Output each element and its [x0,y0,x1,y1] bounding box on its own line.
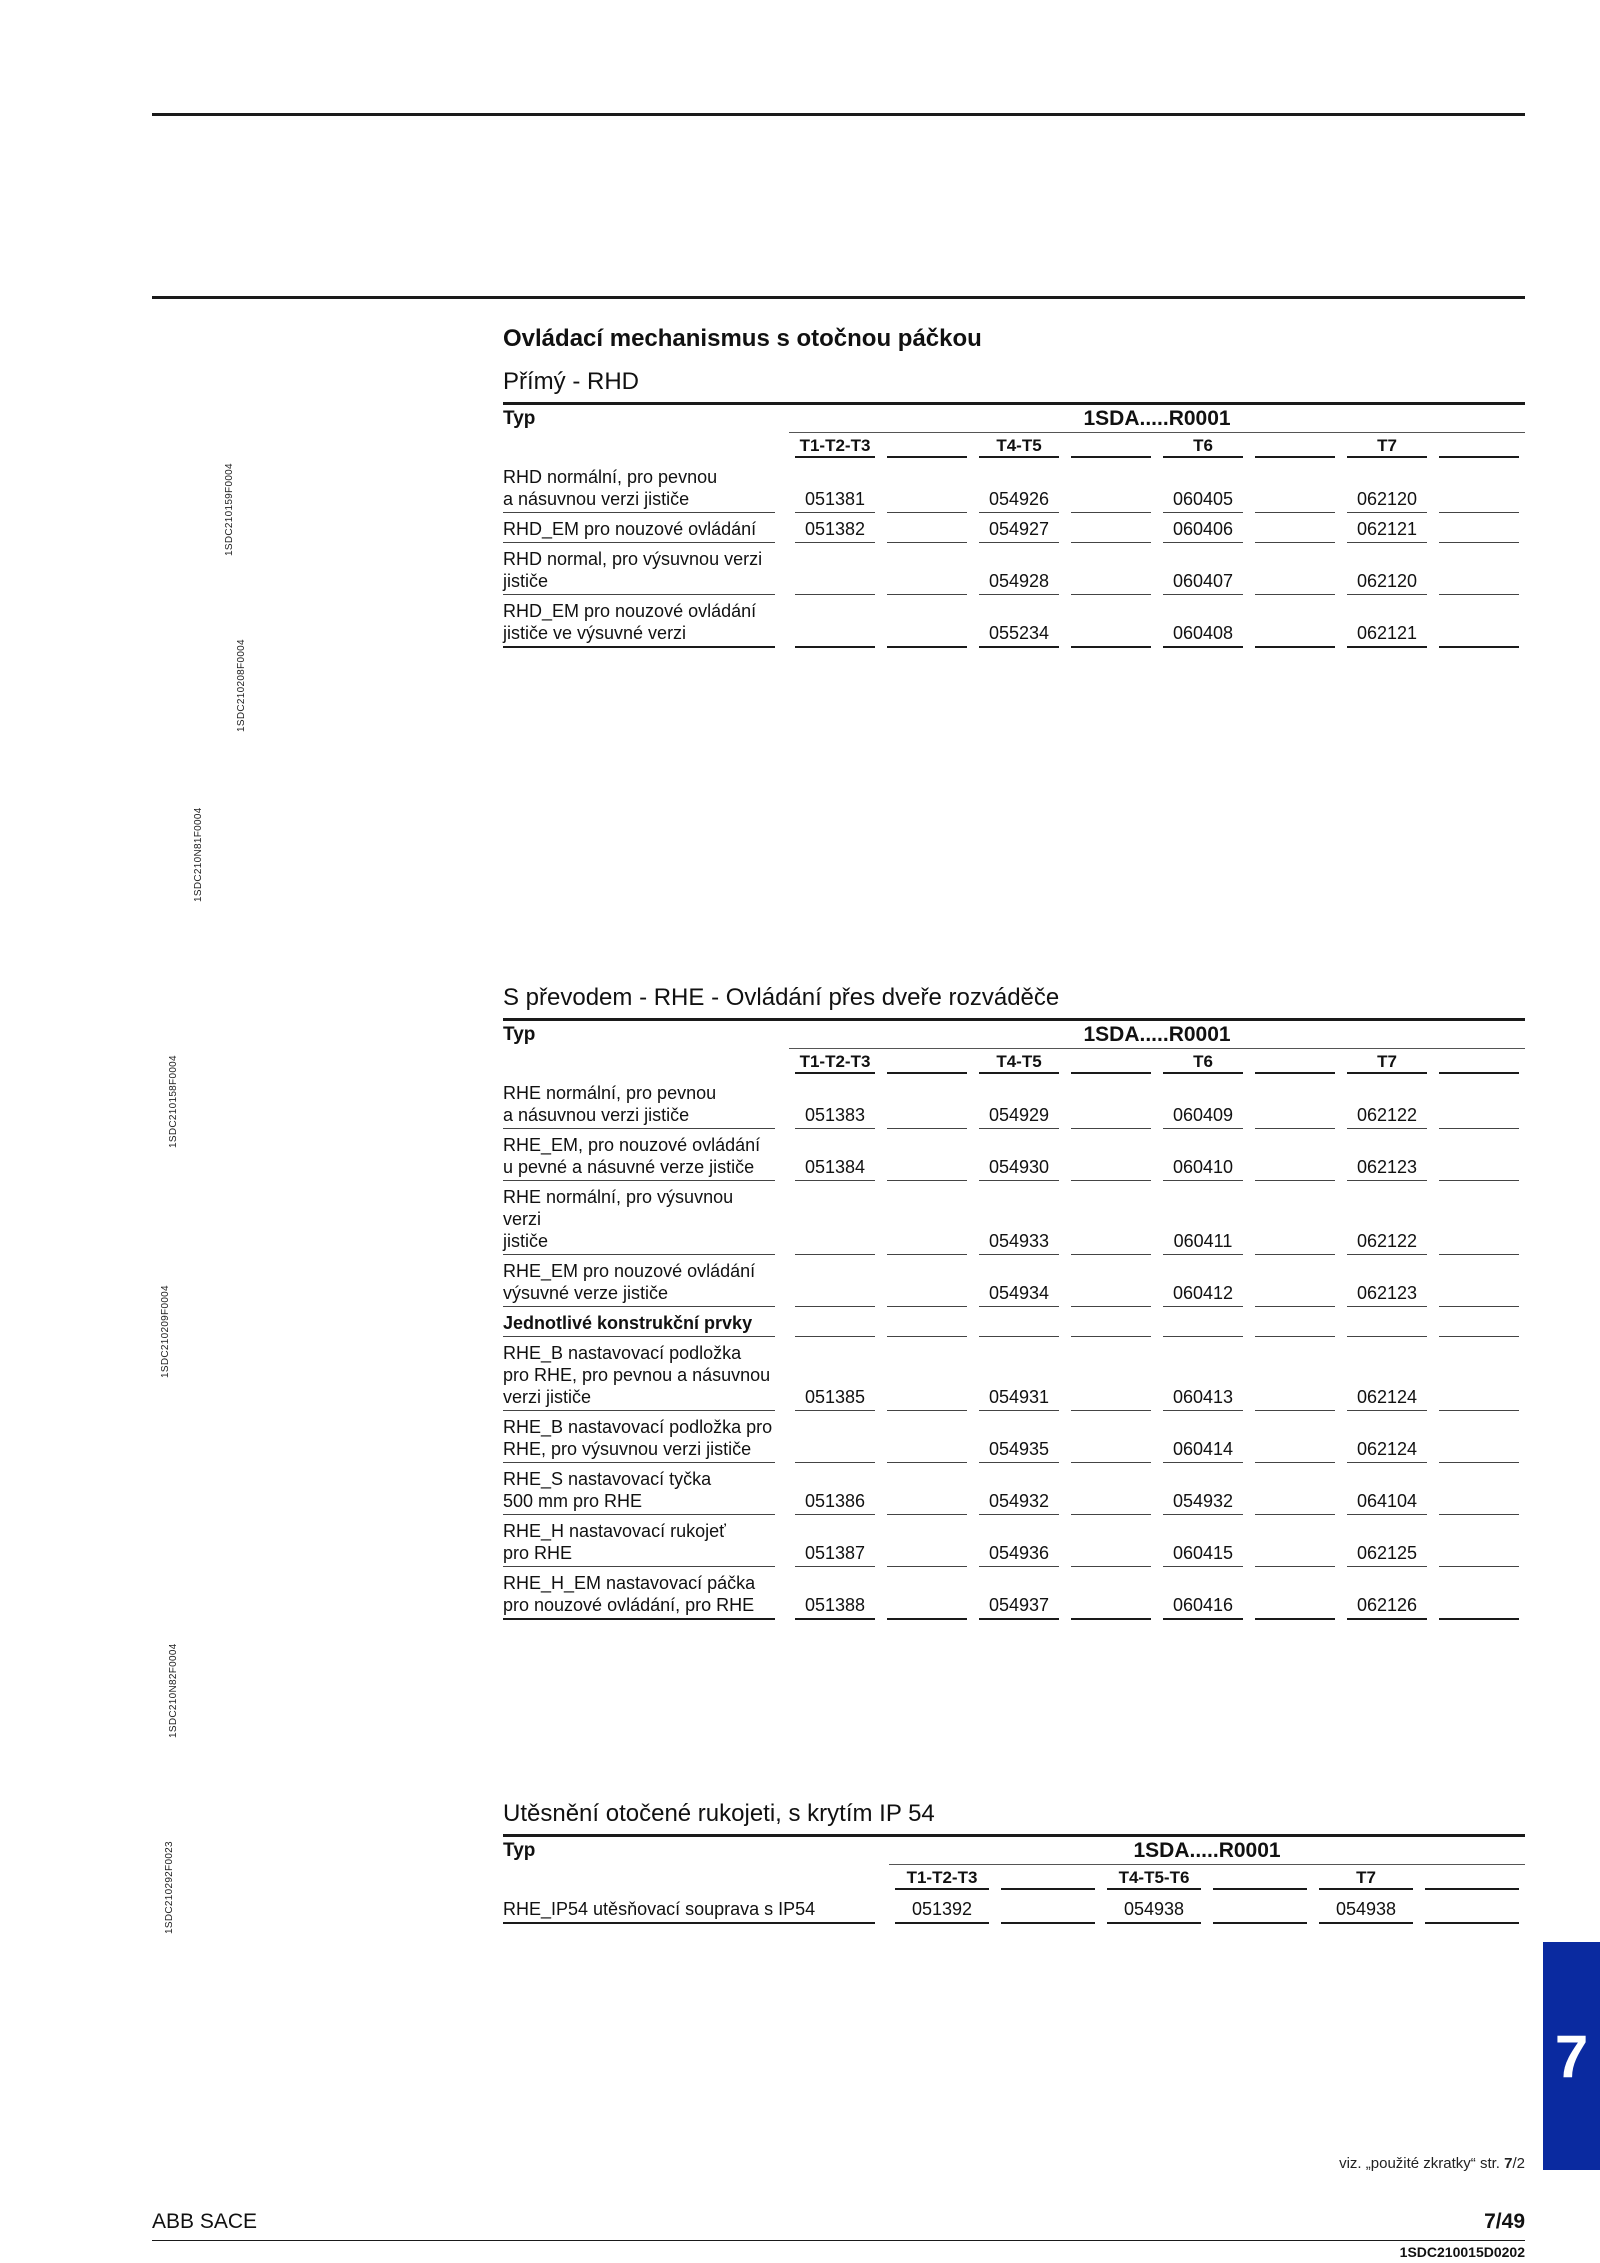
empty-cell [887,483,967,513]
ip54-table [503,1834,1525,1924]
empty-cell [1071,1307,1151,1337]
table-subtitle: Přímý - RHD [503,368,639,395]
ordering-code: 060411 [1163,1225,1243,1255]
ordering-code: 060412 [1163,1277,1243,1307]
empty-cell [1255,1099,1335,1129]
ordering-code: 060409 [1163,1099,1243,1129]
ordering-code: 060407 [1163,565,1243,595]
empty-cell [1071,565,1151,595]
column-header: T4-T5 [979,436,1059,458]
table-row [503,595,1525,648]
row-description: Jednotlivé konstrukční prvky [503,1307,775,1337]
ordering-code: 060413 [1163,1381,1243,1411]
row-description: RHE_IP54 utěsňovací souprava s IP54 [503,1893,875,1924]
ordering-code: 051386 [795,1485,875,1515]
empty-cell [1425,1893,1519,1924]
ordering-code: 054932 [1163,1485,1243,1515]
empty-cell [1255,1537,1335,1567]
ordering-code [1347,1307,1427,1337]
ordering-code: 051387 [795,1537,875,1567]
empty-cell [1255,1225,1335,1255]
empty-cell [1071,1589,1151,1620]
ordering-code: 055234 [979,617,1059,648]
empty-cell [1071,1151,1151,1181]
empty-cell [1439,1381,1519,1411]
row-description: RHE normální, pro pevnou a násuvnou verzi jističe [503,1077,775,1129]
table-subtitle: Utěsnění otočené rukojeti, s krytím IP 54 [503,1800,935,1827]
table-row [503,1129,1525,1181]
table-row [503,1337,1525,1411]
table-row [503,1515,1525,1567]
empty-cell [1439,1151,1519,1181]
row-description: RHD_EM pro nouzové ovládání [503,513,775,543]
column-header: T1-T2-T3 [895,1868,989,1890]
empty-cell [1255,1307,1335,1337]
empty-cell [1439,483,1519,513]
ordering-code [1163,1307,1243,1337]
typ-label: Typ [503,402,789,433]
ordering-code [795,1277,875,1307]
ordering-code: 054938 [1107,1893,1201,1924]
empty-cell [1071,1225,1151,1255]
ordering-code: 062121 [1347,513,1427,543]
ordering-code: 054926 [979,483,1059,513]
empty-cell [1439,617,1519,648]
ordering-code [795,1225,875,1255]
empty-cell [1439,1589,1519,1620]
empty-cell [1071,1433,1151,1463]
typ-label: Typ [503,1018,789,1049]
ordering-code: 062123 [1347,1151,1427,1181]
empty-cell [1071,1277,1151,1307]
top-rule [152,113,1525,116]
empty-cell [1255,483,1335,513]
empty-cell [887,1099,967,1129]
ordering-code: 062120 [1347,483,1427,513]
empty-cell [887,1151,967,1181]
ordering-code: 060415 [1163,1537,1243,1567]
ordering-code: 051381 [795,483,875,513]
ordering-code: 054931 [979,1381,1059,1411]
row-description: RHE_H nastavovací rukojeť pro RHE [503,1515,775,1567]
column-header: T1-T2-T3 [795,1052,875,1074]
ordering-code: 062125 [1347,1537,1427,1567]
empty-cell [1255,565,1335,595]
empty-cell [1255,1433,1335,1463]
section-rhe [503,978,1525,1620]
ordering-code: 064104 [1347,1485,1427,1515]
empty-cell [1255,1485,1335,1515]
ordering-code: 051384 [795,1151,875,1181]
empty-cell [887,1277,967,1307]
table-row [503,1077,1525,1129]
empty-cell [1439,1537,1519,1567]
row-description: RHE_H_EM nastavovací páčka pro nouzové ovládání, pro RHE [503,1567,775,1620]
code-label: 1SDA.....R0001 [789,1018,1525,1049]
ordering-code: 060410 [1163,1151,1243,1181]
empty-cell [887,1589,967,1620]
empty-cell [887,1537,967,1567]
table-row [503,1255,1525,1307]
ordering-code: 062124 [1347,1381,1427,1411]
empty-cell [887,1433,967,1463]
row-description: RHE_B nastavovací podložka pro RHE, pro výsuvnou verzi jističe [503,1411,775,1463]
empty-cell [1439,1099,1519,1129]
ordering-code: 051383 [795,1099,875,1129]
empty-cell [1439,1433,1519,1463]
empty-cell [1255,1277,1335,1307]
empty-cell [1439,565,1519,595]
empty-cell [1439,1277,1519,1307]
empty-cell [887,1381,967,1411]
ordering-code: 054929 [979,1099,1059,1129]
rhe-table [503,1018,1525,1620]
table-row [503,1463,1525,1515]
ordering-code: 054927 [979,513,1059,543]
empty-cell [1071,617,1151,648]
empty-cell [887,1225,967,1255]
ordering-code: 054930 [979,1151,1059,1181]
typ-label: Typ [503,1834,889,1865]
column-header: T7 [1347,436,1427,458]
empty-cell [1255,1151,1335,1181]
ordering-code: 054928 [979,565,1059,595]
empty-cell [1439,1307,1519,1337]
empty-cell [1071,1381,1151,1411]
ordering-code: 054937 [979,1589,1059,1620]
empty-cell [1071,1537,1151,1567]
row-description: RHE_S nastavovací tyčka 500 mm pro RHE [503,1463,775,1515]
empty-cell [1439,1225,1519,1255]
empty-cell [887,513,967,543]
row-description: RHE normální, pro výsuvnou verzi jističe [503,1181,775,1255]
empty-cell [1213,1893,1307,1924]
table-row [503,513,1525,543]
row-description: RHD_EM pro nouzové ovládání jističe ve výsuvné verzi [503,595,775,648]
company-name: ABB SACE [152,2210,258,2233]
ordering-code: 054934 [979,1277,1059,1307]
code-label: 1SDA.....R0001 [889,1834,1525,1865]
ordering-code: 062121 [1347,617,1427,648]
ordering-code: 051385 [795,1381,875,1411]
chapter-tab: 7 [1543,1942,1600,2170]
ordering-code: 054932 [979,1485,1059,1515]
page-title: Ovládací mechanismus s otočnou páčkou [503,325,982,352]
ordering-code: 062120 [1347,565,1427,595]
ordering-code: 060408 [1163,617,1243,648]
ordering-code [979,1307,1059,1337]
empty-cell [1001,1893,1095,1924]
figure-code: 1SDC210N81F0004 [193,807,204,902]
ordering-code: 051388 [795,1589,875,1620]
ordering-code: 062122 [1347,1099,1427,1129]
rhd-table [503,402,1525,648]
figure-code: 1SDC210N82F0004 [168,1643,179,1738]
row-description: RHE_B nastavovací podložka pro RHE, pro pevnou a násuvnou verzi jističe [503,1337,775,1411]
ordering-code: 060414 [1163,1433,1243,1463]
empty-cell [1071,483,1151,513]
row-description: RHD normální, pro pevnou a násuvnou verzi jističe [503,461,775,513]
ordering-code: 054936 [979,1537,1059,1567]
document-code: 1SDC210015D0202 [1399,2244,1525,2260]
figure-code: 1SDC210158F0004 [168,1055,179,1148]
empty-cell [887,1307,967,1337]
column-header: T4-T5-T6 [1107,1868,1201,1890]
ordering-code: 051392 [895,1893,989,1924]
ordering-code: 054933 [979,1225,1059,1255]
code-label: 1SDA.....R0001 [789,402,1525,433]
table-row [503,461,1525,513]
column-header: T7 [1347,1052,1427,1074]
empty-cell [1071,1485,1151,1515]
empty-cell [1071,513,1151,543]
empty-cell [887,617,967,648]
ordering-code: 062122 [1347,1225,1427,1255]
section-rhd [503,322,1525,648]
figure-code: 1SDC210208F0004 [236,639,247,732]
table-row [503,1307,1525,1337]
empty-cell [1255,1589,1335,1620]
ordering-code: 054935 [979,1433,1059,1463]
page-number: 7/49 [1484,2210,1525,2233]
ordering-code [795,1433,875,1463]
empty-cell [1255,1381,1335,1411]
empty-cell [1255,617,1335,648]
row-description: RHE_EM, pro nouzové ovládání u pevné a násuvné verze jističe [503,1129,775,1181]
table-row [503,1181,1525,1255]
table-row [503,1893,1525,1924]
abbreviations-note: viz. „použité zkratky“ str. 7/2 [1339,2155,1525,2172]
column-header: T6 [1163,436,1243,458]
column-header: T1-T2-T3 [795,436,875,458]
ordering-code: 051382 [795,513,875,543]
figure-code: 1SDC210159F0004 [224,463,235,556]
table-subtitle: S převodem - RHE - Ovládání přes dveře rozváděče [503,984,1060,1011]
ordering-code: 054938 [1319,1893,1413,1924]
figure-code: 1SDC210209F0004 [160,1285,171,1378]
figure-code: 1SDC210292F0023 [164,1841,175,1934]
column-header: T7 [1319,1868,1413,1890]
empty-cell [1439,1485,1519,1515]
empty-cell [1255,513,1335,543]
ordering-code: 060406 [1163,513,1243,543]
table-row [503,1411,1525,1463]
table-row [503,1567,1525,1620]
ordering-code [795,565,875,595]
footer-rule [152,2240,1525,2241]
column-header: T6 [1163,1052,1243,1074]
empty-cell [887,1485,967,1515]
table-row [503,543,1525,595]
row-description: RHD normal, pro výsuvnou verzi jističe [503,543,775,595]
section-rule [152,296,1525,299]
section-ip54 [503,1794,1525,1924]
ordering-code: 062124 [1347,1433,1427,1463]
ordering-code [795,617,875,648]
ordering-code: 062123 [1347,1277,1427,1307]
empty-cell [1071,1099,1151,1129]
ordering-code [795,1307,875,1337]
ordering-code: 060416 [1163,1589,1243,1620]
empty-cell [1439,513,1519,543]
column-header: T4-T5 [979,1052,1059,1074]
empty-cell [887,565,967,595]
row-description: RHE_EM pro nouzové ovládání výsuvné verze jističe [503,1255,775,1307]
ordering-code: 062126 [1347,1589,1427,1620]
ordering-code: 060405 [1163,483,1243,513]
